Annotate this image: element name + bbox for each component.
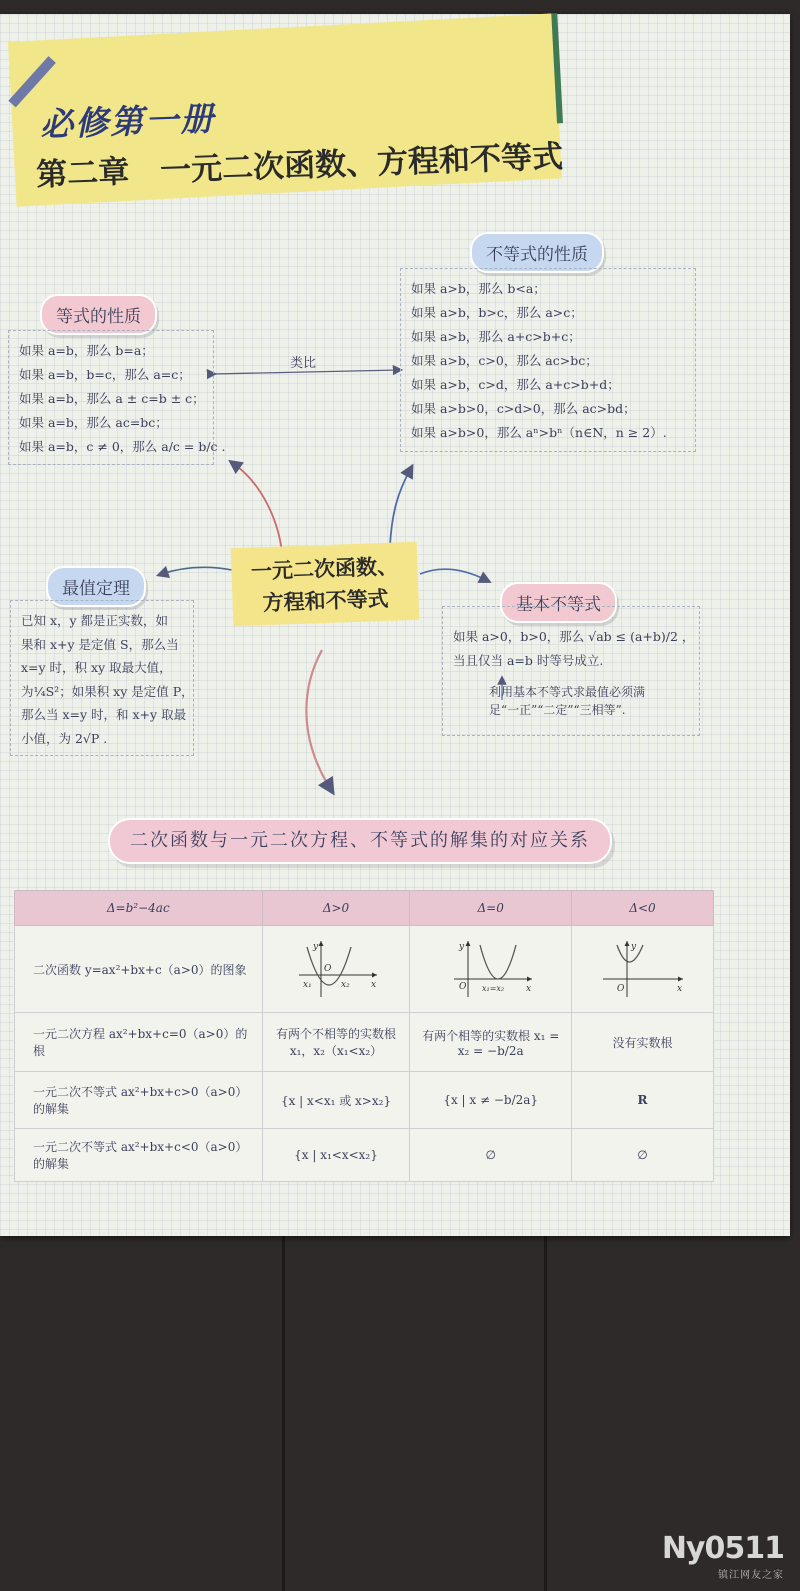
analogy-label: 类比	[290, 356, 317, 371]
equality-item: 如果 a=b，那么 b=a；	[19, 343, 154, 358]
arrow-to-extremum	[162, 567, 232, 574]
extremum-pill: 最值定理	[46, 566, 146, 607]
site-watermark	[662, 1531, 784, 1581]
inequality-item: 如果 a>b，c>0，那么 ac>bc；	[411, 353, 598, 368]
center-line-1: 一元二次函数、	[250, 554, 399, 584]
watermark-brand: Ny0511	[661, 1531, 784, 1566]
extremum-line: 果和 x+y 是定值 S，那么当	[21, 636, 179, 652]
inequality-item: 如果 a>b，那么 b<a；	[411, 281, 546, 296]
table-cell: 有两个不相等的实数根 x₁，x₂（x₁<x₂）	[262, 1013, 410, 1072]
extremum-line: 小值，为 2√P .	[21, 730, 108, 746]
table-cell: {x | x₁<x<x₂}	[262, 1129, 410, 1182]
equality-props-box	[8, 330, 226, 465]
equality-item: 如果 a=b，c ≠ 0，那么 a/c = b/c .	[19, 439, 226, 454]
extremum-line: 那么当 x=y 时，和 x+y 取最	[21, 707, 187, 722]
equality-item: 如果 a=b，b=c，那么 a=c；	[19, 367, 191, 382]
extremum-line: 已知 x，y 都是正实数，如	[21, 613, 169, 628]
svg-text:y: y	[458, 941, 464, 952]
svg-text:O: O	[324, 963, 332, 974]
svg-text:x: x	[525, 983, 531, 994]
svg-text:x₁: x₁	[303, 979, 312, 990]
svg-text:x: x	[371, 979, 377, 990]
extremum-box	[10, 600, 194, 756]
equality-props-pill: 等式的性质	[40, 294, 157, 335]
extremum-line: x=y 时，积 xy 取最大值，	[21, 660, 172, 675]
basic-ineq-note-1: 利用基本不等式求最值必须满	[489, 685, 646, 699]
row-label: 一元二次不等式 ax²+bx+c<0（a>0）的解集	[15, 1129, 263, 1182]
inequality-item: 如果 a>b>0，c>d>0，那么 ac>bd；	[411, 401, 636, 416]
svg-text:y: y	[631, 941, 637, 952]
inequality-item: 如果 a>b，c>d，那么 a+c>b+d；	[411, 377, 620, 392]
table-cell: ∅	[410, 1129, 572, 1182]
table-row	[15, 1129, 714, 1182]
svg-text:O: O	[458, 981, 467, 992]
inequality-props-box	[400, 268, 696, 452]
table-cell: 有两个相等的实数根 x₁ = x₂ = −b/2a	[410, 1013, 572, 1072]
svg-text:x₂: x₂	[341, 979, 350, 990]
inequality-props-pill: 不等式的性质	[470, 232, 604, 273]
basic-ineq-box	[442, 606, 700, 736]
basic-ineq-note-2: 足“一正”“二定”“三相等”.	[489, 703, 626, 717]
table-header-row	[15, 891, 714, 926]
arrow-to-relation	[306, 650, 330, 788]
equality-item: 如果 a=b，那么 a ± c=b ± c；	[19, 391, 205, 406]
svg-text:x₁=x₂: x₁=x₂	[481, 983, 504, 993]
parabola-one-root-graph	[446, 937, 536, 999]
graph-cell-negative	[571, 926, 713, 1013]
relation-title-banner: 二次函数与一元二次方程、不等式的解集的对应关系	[108, 818, 612, 864]
volume-title: 必修第一册	[39, 98, 216, 145]
table-header-cell: Δ<0	[571, 891, 713, 926]
table-row	[15, 1072, 714, 1129]
equality-item: 如果 a=b，那么 ac=bc；	[19, 415, 168, 430]
table-header-cell: Δ>0	[262, 891, 410, 926]
table-row	[15, 1013, 714, 1072]
svg-text:y: y	[313, 941, 319, 952]
relation-table	[14, 890, 714, 1182]
table-header-cell: Δ=0	[410, 891, 572, 926]
parabola-two-roots-graph	[291, 937, 381, 999]
chapter-title: 第二章 一元二次函数、方程和不等式	[35, 138, 564, 194]
row-label: 一元二次方程 ax²+bx+c=0（a>0）的根	[15, 1013, 263, 1072]
svg-text:O: O	[617, 983, 625, 994]
inequality-item: 如果 a>b，那么 a+c>b+c；	[411, 329, 581, 344]
svg-text:x: x	[677, 983, 683, 994]
extremum-line: 为¼S²；如果积 xy 是定值 P，	[21, 683, 194, 699]
basic-ineq-line-1: 如果 a>0，b>0，那么 √ab ≤ (a+b)/2 ，	[453, 629, 695, 644]
graph-cell-positive	[262, 926, 410, 1013]
row-label: 二次函数 y=ax²+bx+c（a>0）的图象	[15, 926, 263, 1013]
table-cell: 没有实数根	[571, 1013, 713, 1072]
watermark-subtitle: 镇江网友之家	[718, 1570, 784, 1581]
arrow-to-inequality	[390, 470, 410, 545]
basic-ineq-line-2: 当且仅当 a=b 时等号成立.	[453, 653, 604, 668]
parabola-no-root-graph	[597, 937, 687, 999]
arrow-to-basic	[420, 569, 486, 580]
center-line-2: 方程和不等式	[262, 586, 389, 616]
table-row	[15, 926, 714, 1013]
arrow-to-equality	[234, 464, 282, 552]
inequality-item: 如果 a>b，b>c，那么 a>c；	[411, 305, 583, 320]
graph-cell-zero	[410, 926, 572, 1013]
table-cell: ∅	[571, 1129, 713, 1182]
row-label: 一元二次不等式 ax²+bx+c>0（a>0）的解集	[15, 1072, 263, 1129]
basic-ineq-pill: 基本不等式	[500, 582, 617, 623]
center-topic-node	[231, 542, 420, 626]
table-cell: {x | x<x₁ 或 x>x₂}	[262, 1072, 410, 1129]
table-header-cell: Δ=b²−4ac	[15, 891, 263, 926]
inequality-item: 如果 a>b>0，那么 aⁿ>bⁿ（n∈N，n ≥ 2）.	[411, 425, 667, 440]
table-cell: R	[571, 1072, 713, 1129]
table-cell: {x | x ≠ −b/2a}	[410, 1072, 572, 1129]
